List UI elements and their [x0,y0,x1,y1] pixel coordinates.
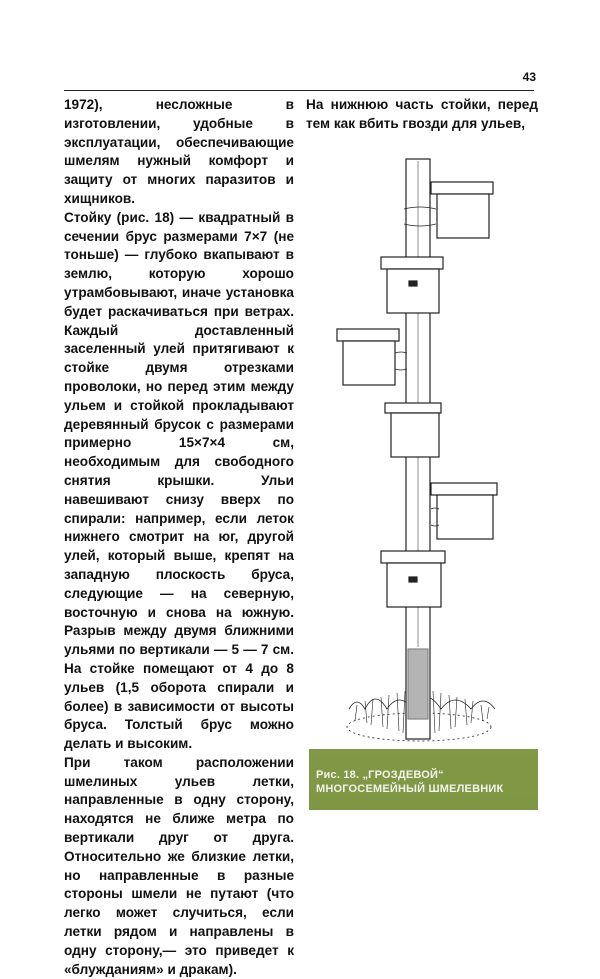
hive [337,329,399,385]
paragraph-3: При таком расположении шмелиных ульев летки, направленные в одну сторону, находятся не ближе метра по вертикали друг от друга. Относительно же близкие летки, но направленные в разные стороны шмели не путают (что легко может случиться, если летки рядом и направлены в одну сторону,— это приведет к «блужданиям» и дракам). [64,754,294,977]
hive [431,182,493,238]
hive [431,483,497,539]
page-number: 43 [522,70,536,84]
paragraph-2: Стойку (рис. 18) — квадратный в сечении брус размерами 7×7 (не тоньше) — глубоко вкапывают в землю, которую хорошо утрамбовывают, иначе установка будет раскачиваться при ветрах. Каждый доставленный заселенный улей притягивают к стойке двумя отрезками проволоки, но перед этим между ульем и стойкой прокладывают деревянный брусок с размерами примерно 15×7×4 см, необходимым для свободного снятия крышки. Ульи навешивают снизу вверх по спирали: например, если леток нижнего смотрит на юг, другой улей, который выше, крепят на западную плоскость бруса, следующие — на северную, восточную и снова на южную. Разрыв между двумя ближними ульями по вертикали — 5 — 7 см. На стойке помещают от 4 до 8 ульев (1,5 оборота спирали и более) в зависимости от высоты бруса. Толстый брус можно делать и высоким. [64,209,294,752]
pole-buried-part [408,649,428,719]
right-paragraph: На нижнюю часть стойки, перед тем как вбить гвозди для ульев, [306,97,538,131]
hive [385,403,441,457]
left-column-text [64,96,294,979]
right-column-text [306,96,538,134]
hive [381,257,443,313]
paragraph-1: 1972), несложные в изготовлении, удобные в эксплуатации, обеспечивающие шмелям нужный комфорт и защиту от многих паразитов и хищников. [64,97,294,206]
hive [381,551,445,607]
figure-caption: Рис. 18. „ГРОЗДЕВОЙ“ МНОГОСЕМЕЙНЫЙ ШМЕЛЕВНИК [316,769,504,795]
figure-illustration [309,149,538,810]
header-rule [64,90,534,91]
